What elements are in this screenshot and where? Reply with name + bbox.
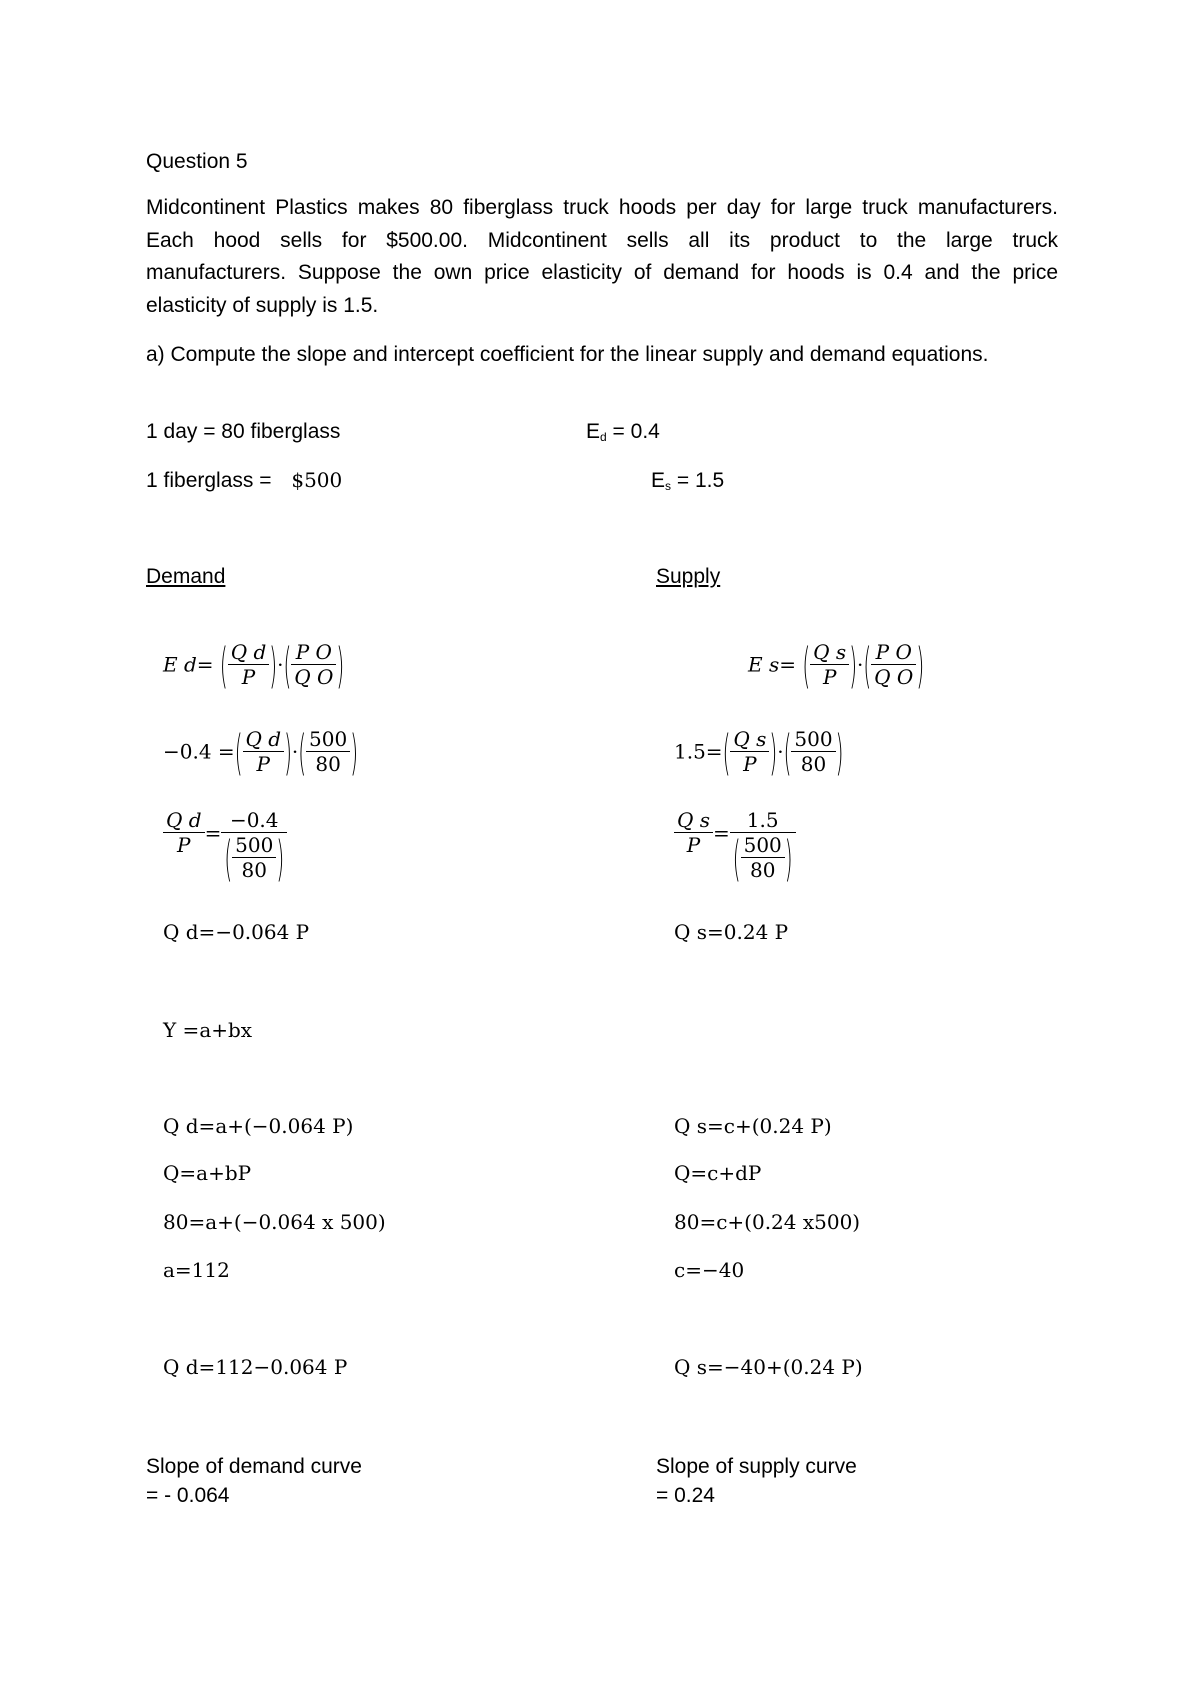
supply-elasticity-formula: E s= ( $\frac{\text{Q s}}{P}$ )·( $\frac{\text{P O}}{\text{Q O}}$ ) <box>748 635 925 694</box>
general-linear-form: Y =a+bx <box>163 1018 253 1042</box>
demand-step-1: Q d=a+(−0.064 P) <box>163 1114 354 1138</box>
fraction: $\frac{\text{P O}}{\text{Q O}}$ <box>291 640 336 689</box>
fraction: $\frac{500}{80}$ <box>306 727 350 776</box>
formula-lhs: E s= <box>748 652 796 677</box>
supply-slope-value: = 0.24 <box>656 1484 715 1507</box>
demand-step-4: a=112 <box>163 1258 230 1282</box>
fraction: $\frac{500}{80}$ <box>791 727 835 776</box>
sub-lhs: −0.4 = <box>163 739 235 764</box>
question-title: Question 5 <box>146 150 248 173</box>
intro-line: elasticity of supply is 1.5. <box>146 293 379 317</box>
fraction: 1.5 ( $\frac{500}{80}$ ) <box>730 808 796 882</box>
fraction: $\frac{\text{P O}}{\text{Q O}}$ <box>871 640 916 689</box>
supply-ratio: $\frac{\text{Q s}}{P}$ = 1.5 ( $\frac{500}{80}$ ) <box>674 808 796 882</box>
intro-line: manufacturers. Suppose the own price elasticity of demand for hoods is 0.4 and the price <box>146 261 1058 284</box>
fraction: $\frac{\text{Q d}}{P}$ <box>228 640 270 689</box>
part-a-question: a) Compute the slope and intercept coefficient for the linear supply and demand equations. <box>146 343 989 366</box>
demand-result: Q d=−0.064 P <box>163 920 310 944</box>
given-fiberglass <box>146 465 342 497</box>
fraction: $\frac{\text{Q s}}{P}$ <box>730 727 769 776</box>
demand-substituted: −0.4 =( $\frac{\text{Q d}}{P}$ )·( $\frac{500}{80}$ ) <box>163 722 359 781</box>
fraction: $\frac{\text{Q d}}{P}$ <box>163 808 205 857</box>
supply-heading: Supply <box>656 565 721 588</box>
es-subscript: s <box>665 479 672 493</box>
demand-step-2: Q=a+bP <box>163 1161 252 1185</box>
ed-symbol: E <box>586 420 601 443</box>
es-value: = 1.5 <box>671 469 725 492</box>
supply-step-4: c=−40 <box>674 1258 745 1282</box>
supply-result: Q s=0.24 P <box>674 920 789 944</box>
demand-slope-label: Slope of demand curve <box>146 1455 362 1478</box>
intro-paragraph <box>146 192 1058 322</box>
given-es <box>651 465 724 499</box>
fraction: $\frac{\text{Q d}}{P}$ <box>243 727 285 776</box>
demand-step-3: 80=a+(−0.064 x 500) <box>163 1210 386 1234</box>
given-fiberglass-label: 1 fiberglass = <box>146 469 272 492</box>
fraction: −0.4 ( $\frac{500}{80}$ ) <box>221 808 287 882</box>
intro-line: Midcontinent Plastics makes 80 fiberglass truck hoods per day for large truck manufacturers. <box>146 196 1058 219</box>
supply-slope-label: Slope of supply curve <box>656 1455 857 1478</box>
supply-final-equation: Q s=−40+(0.24 P) <box>674 1355 863 1379</box>
formula-lhs: E d= <box>163 652 214 677</box>
intro-line: Each hood sells for $500.00. Midcontinent sells all its product to the large truck <box>146 228 1058 252</box>
fraction: $\frac{\text{Q s}}{P}$ <box>674 808 713 857</box>
supply-step-2: Q=c+dP <box>674 1161 762 1185</box>
demand-final-equation: Q d=112−0.064 P <box>163 1355 348 1379</box>
demand-slope-value: = - 0.064 <box>146 1484 230 1507</box>
given-price-value: $500 <box>291 468 343 492</box>
fraction: $\frac{\text{Q s}}{P}$ <box>810 640 849 689</box>
given-day: 1 day = 80 fiberglass <box>146 420 341 443</box>
supply-step-1: Q s=c+(0.24 P) <box>674 1114 832 1138</box>
sub-lhs: 1.5= <box>674 739 723 764</box>
es-symbol: E <box>651 469 666 492</box>
ed-subscript: d <box>600 430 607 444</box>
given-ed <box>586 416 660 450</box>
supply-step-3: 80=c+(0.24 x500) <box>674 1210 861 1234</box>
demand-elasticity-formula: E d= ( $\frac{\text{Q d}}{P}$ )·( $\frac{\text{P O}}{\text{Q O}}$ ) <box>163 635 345 694</box>
demand-ratio: $\frac{\text{Q d}}{P}$ = −0.4 ( $\frac{500}{80}$ ) <box>163 808 287 882</box>
supply-substituted: 1.5=( $\frac{\text{Q s}}{P}$ )·( $\frac{500}{80}$ ) <box>674 722 844 781</box>
ed-value: = 0.4 <box>606 420 660 443</box>
demand-heading: Demand <box>146 565 226 588</box>
